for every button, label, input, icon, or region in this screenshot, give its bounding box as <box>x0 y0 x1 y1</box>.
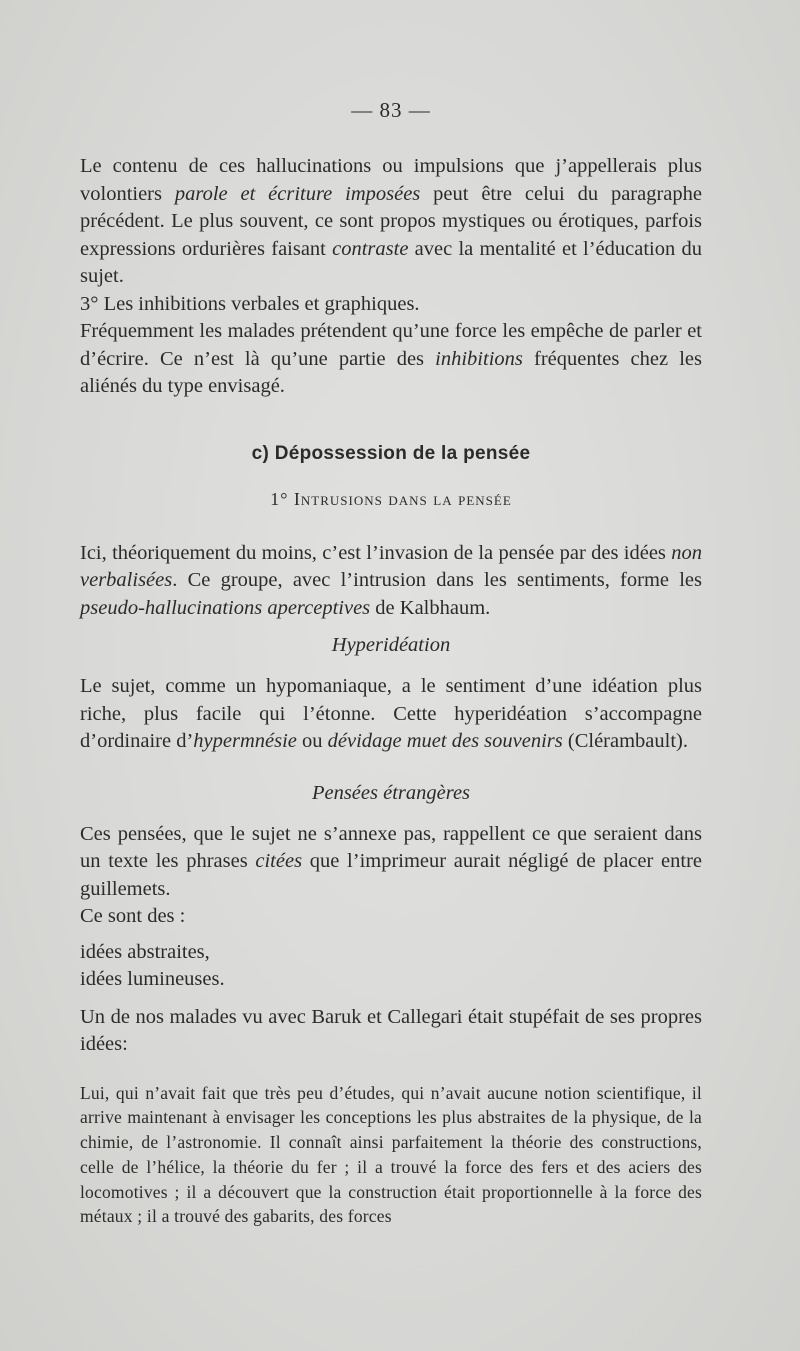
text-run: . Ce groupe, avec l’intrusion dans les sentiments, forme les <box>172 569 702 591</box>
text-run: fréquentes chez les aliénés du type envisagé. <box>80 347 702 397</box>
text-run: Fréquemment les malades prétendent qu’une force les empêche de parler et d’écrire. Ce n’est là qu’une partie des <box>80 320 702 370</box>
paragraph-intrusions <box>80 540 702 623</box>
paragraph-inhibitions <box>80 318 702 401</box>
italic-term: non verbalisées <box>80 541 702 591</box>
paragraph-patient: Un de nos malades vu avec Baruk et Callegari était stupéfait de ses propres idées: <box>80 1005 702 1055</box>
italic-term: contraste <box>332 237 409 260</box>
paragraph-hyperideation <box>80 673 702 756</box>
text-run: ou <box>296 730 328 752</box>
italic-term: parole et écriture imposées <box>174 182 421 205</box>
italic-term: hypermnésie <box>193 730 297 752</box>
text-run: avec la mentalité et l’éducation du sujet. <box>80 237 702 287</box>
italic-term: dévidage muet des souvenirs <box>327 730 563 752</box>
idea-list <box>80 939 702 994</box>
heading-hyperideation: Hyperidéation <box>331 634 451 656</box>
italic-term: inhibitions <box>435 347 523 370</box>
paragraph-ce-sont-des: Ce sont des : <box>80 905 186 927</box>
text-run: (Clérambault). <box>562 730 688 752</box>
text-run: que l’imprimeur aurait négligé de placer entre guillemets. <box>80 850 702 900</box>
text-run: Ici, théoriquement du moins, c’est l’invasion de la pensée par des idées <box>80 541 672 564</box>
section-title: c) Dépossession de la pensée <box>251 442 531 464</box>
paragraph-inhibitions-heading: 3° Les inhibitions verbales et graphiques. <box>80 292 420 315</box>
subsection-number: 1° <box>270 488 294 509</box>
text-run: de Kalbhaum. <box>370 596 491 619</box>
subsection-label: Intrusions dans la pensée <box>293 488 512 509</box>
list-item: idées abstraites, <box>80 940 210 963</box>
text-run: peut être celui du paragraphe précédent. Le plus souvent, ce sont propos mystiques ou érotiques, parfois expressions ordurières faisant <box>80 182 703 260</box>
text-run: Le sujet, comme un hypomaniaque, a le sentiment d’une idéation plus riche, plus facile qui l’étonne. Cette hyperidéation s’accompagne d’ordinaire d’ <box>80 675 702 752</box>
subsection-title <box>80 489 702 510</box>
italic-term: citées <box>255 850 303 872</box>
text-run: Ces pensées, que le sujet ne s’annexe pas, rappellent ce que seraient dans un texte les phrases <box>80 822 702 872</box>
paragraph-imposed-speech <box>80 153 702 291</box>
list-item: idées lumineuses. <box>80 968 225 990</box>
italic-term: pseudo-hallucinations aperceptives <box>80 596 371 619</box>
paragraph-pensees <box>80 821 702 904</box>
case-quote: Lui, qui n’avait fait que très peu d’études, qui n’avait aucune notion scientifique, il arrive maintenant à envisager les conceptions les plus abstraites de la physique, de la chimie, de l’astronomie. Il connaît ainsi parfaitement la théorie des constructions, celle de l’hélice, la théorie du fer ; il a trouvé la force des fers et des aciers des locomotives ; il a découvert que la construction était proportionnelle à la force des métaux ; il a trouvé des gabarits, des forces <box>80 1082 702 1227</box>
text-run: Le contenu de ces hallucinations ou impulsions que j’appellerais plus volontiers <box>80 155 702 205</box>
page-number: — 83 — <box>351 98 431 122</box>
heading-pensees-etrangeres: Pensées étrangères <box>311 781 471 804</box>
